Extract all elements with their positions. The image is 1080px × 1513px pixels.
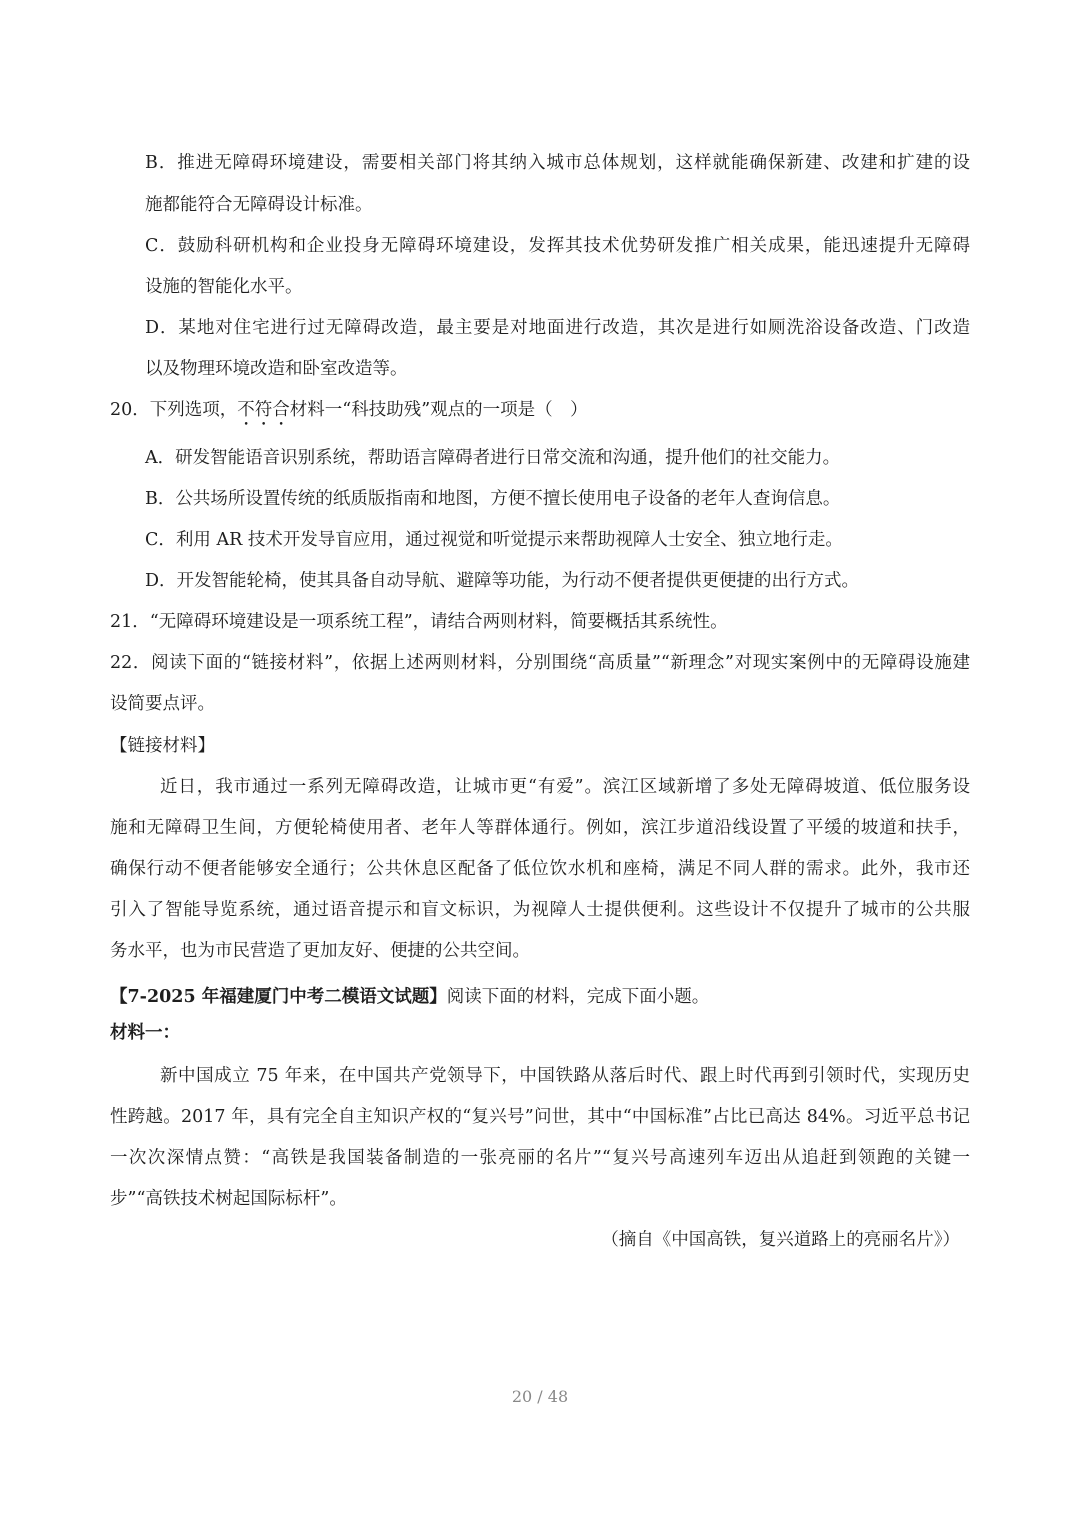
q19-option-c-line1: C．鼓励科研机构和企业投身无障碍环境建设，发挥其技术优势研发推广相关成果，能迅速提升无障碍 [145,236,970,256]
material-1-line4: 步”“高铁技术树起国际标杆”。 [110,1189,347,1209]
q20-option-d: D．开发智能轮椅，使其具备自动导航、避障等功能，为行动不便者提供更便捷的出行方式。 [145,571,860,591]
question-20 [110,398,970,430]
section-instruction: 阅读下面的材料，完成下面小题。 [446,987,710,1007]
question-20-prefix: 20．下列选项， [110,400,238,420]
material-1-source: （摘自《中国高铁，复兴道路上的亮丽名片》） [601,1230,960,1250]
question-22-line2: 设简要点评。 [110,694,215,714]
section-heading [110,985,970,1009]
link-material-line3: 确保行动不便者能够安全通行；公共休息区配备了低位饮水机和座椅，满足不同人群的需求。此外，我市还 [110,859,970,879]
q19-option-b-line1: B．推进无障碍环境建设，需要相关部门将其纳入城市总体规划，这样就能确保新建、改建和扩建的设 [145,153,970,173]
material-1-label: 材料一： [110,1023,180,1043]
q19-option-d-line2: 以及物理环境改造和卧室改造等。 [145,359,408,379]
link-material-line1: 近日，我市通过一系列无障碍改造，让城市更“有爱”。滨江区域新增了多处无障碍坡道、低位服务设 [160,777,970,797]
q19-option-b-line2: 施都能符合无障碍设计标准。 [145,195,373,215]
link-material-line4: 引入了智能导览系统，通过语音提示和盲文标识，为视障人士提供便利。这些设计不仅提升了城市的公共服 [110,900,970,920]
question-20-emphasis: 不符合 [237,400,290,420]
q20-option-c: C．利用 AR 技术开发导盲应用，通过视觉和听觉提示来帮助视障人士安全、独立地行走。 [145,530,843,550]
page-number: 20 / 48 [511,1387,569,1406]
link-material-title: 【链接材料】 [110,736,215,756]
q19-option-d-line1: D．某地对住宅进行过无障碍改造，最主要是对地面进行改造，其次是进行如厕洗浴设备改造、门改造 [145,318,970,338]
q20-option-b: B．公共场所设置传统的纸质版指南和地图，方便不擅长使用电子设备的老年人查询信息。 [145,489,841,509]
question-22-line1: 22．阅读下面的“链接材料”，依据上述两则材料，分别围绕“高质量”“新理念”对现实案例中的无障碍设施建 [110,653,970,673]
question-20-suffix: 材料一“科技助残”观点的一项是（ ） [289,400,588,420]
link-material-line2: 施和无障碍卫生间，方便轮椅使用者、老年人等群体通行。例如，滨江步道沿线设置了平缓的坡道和扶手， [110,818,970,838]
q19-option-c-line2: 设施的智能化水平。 [145,277,303,297]
link-material-line5: 务水平，也为市民营造了更加友好、便捷的公共空间。 [110,941,530,961]
q20-option-a: A．研发智能语音识别系统，帮助语言障碍者进行日常交流和沟通，提升他们的社交能力。 [145,448,841,468]
material-1-line3: 一次次深情点赞：“高铁是我国装备制造的一张亮丽的名片”“复兴号高速列车迈出从追赶到领跑的关键一 [110,1148,970,1168]
question-21: 21．“无障碍环境建设是一项系统工程”，请结合两则材料，简要概括其系统性。 [110,612,728,632]
material-1-line2: 性跨越。2017 年，具有完全自主知识产权的“复兴号”问世，其中“中国标准”占比已高达 84%。习近平总书记 [110,1107,970,1127]
material-1-line1: 新中国成立 75 年来，在中国共产党领导下，中国铁路从落后时代、跟上时代再到引领时代，实现历史 [160,1066,970,1086]
section-title: 【7-2025 年福建厦门中考二模语文试题】 [110,987,447,1007]
